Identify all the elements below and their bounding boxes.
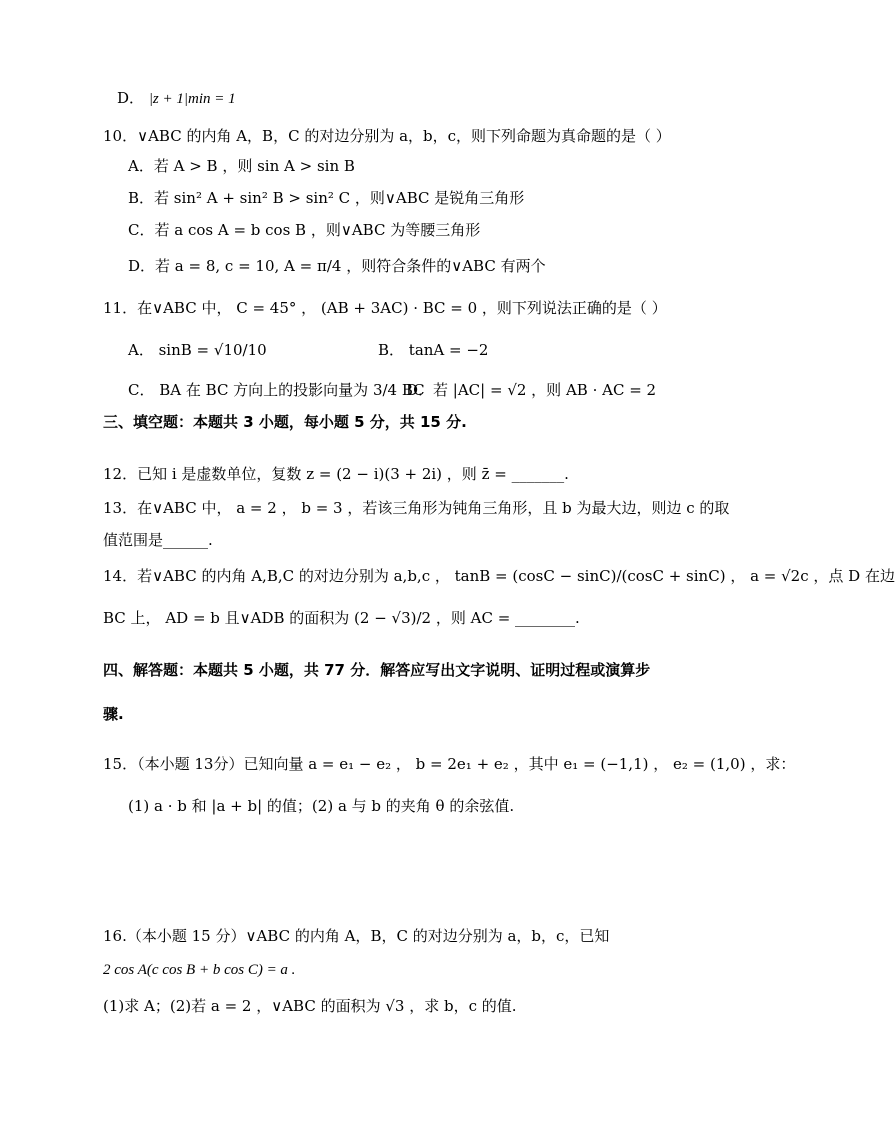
q10-option-b: B．若 sin² A + sin² B > sin² C ，则∨ABC 是锐角三角形 xyxy=(128,189,525,207)
q13-line2: 值范围是______. xyxy=(103,531,213,549)
q16-line3: (1)求 A；(2)若 a = 2 ，∨ABC 的面积为 √3 ，求 b，c 的值. xyxy=(103,997,517,1015)
q16-line1: 16.（本小题 15 分）∨ABC 的内角 A，B，C 的对边分别为 a，b，c，已知 xyxy=(103,927,610,945)
q10-stem: 10．∨ABC 的内角 A，B，C 的对边分别为 a，b，c，则下列命题为真命题的是（ ） xyxy=(103,127,671,145)
q13-line1: 13．在∨ABC 中， a = 2 ， b = 3 ，若该三角形为钝角三角形，且 b 为最大边，则边 c 的取 xyxy=(103,499,730,517)
q12: 12．已知 i 是虚数单位，复数 z = (2 − i)(3 + 2i) ，则 z̄ = _______. xyxy=(103,465,569,483)
q11-option-d: D．若 |AC| = √2 ，则 AB · AC = 2 xyxy=(406,381,657,399)
section-3-heading: 三、填空题：本题共 3 小题，每小题 5 分，共 15 分. xyxy=(103,413,467,431)
q10-option-a: A．若 A > B ，则 sin A > sin B xyxy=(128,157,355,175)
q14-line2: BC 上， AD = b 且∨ADB 的面积为 (2 − √3)/2 ，则 AC = ________. xyxy=(103,609,580,627)
q11-option-a: A． sinB = √10/10 xyxy=(128,341,267,359)
q10-option-c: C．若 a cos A = b cos B ，则∨ABC 为等腰三角形 xyxy=(128,221,481,239)
section-4-heading-line2: 骤. xyxy=(103,705,124,723)
q14-line1: 14．若∨ABC 的内角 A,B,C 的对边分别为 a,b,c ， tanB = (cosC − sinC)/(cosC + sinC) ， a = √2c ，点 D 在边 xyxy=(103,567,895,585)
q10-option-d: D．若 a = 8, c = 10, A = π/4 ，则符合条件的∨ABC 有两个 xyxy=(128,257,546,275)
q15-line1: 15．（本小题 13分）已知向量 a = e₁ − e₂ ， b = 2e₁ + e₂ ，其中 e₁ = (−1,1) ， e₂ = (1,0) ，求： xyxy=(103,755,796,773)
q9d-text: D． xyxy=(117,89,145,107)
q16-line2: 2 cos A(c cos B + b cos C) = a . xyxy=(103,962,296,978)
q11-option-b: B． tanA = −2 xyxy=(378,341,489,359)
q9d-expr: |z + 1|min = 1 xyxy=(148,91,236,107)
q11-stem: 11．在∨ABC 中， C = 45° ， (AB + 3AC) · BC = 0 ，则下列说法正确的是（ ） xyxy=(103,299,667,317)
q15-line2: (1) a · b 和 |a + b| 的值；(2) a 与 b 的夹角 θ 的余弦值. xyxy=(128,797,515,815)
q9-option-d xyxy=(117,88,236,109)
section-4-heading-line1: 四、解答题：本题共 5 小题，共 77 分．解答应写出文字说明、证明过程或演算步 xyxy=(103,661,651,679)
q11-option-c: C． BA 在 BC 方向上的投影向量为 3/4 BC xyxy=(128,381,425,399)
